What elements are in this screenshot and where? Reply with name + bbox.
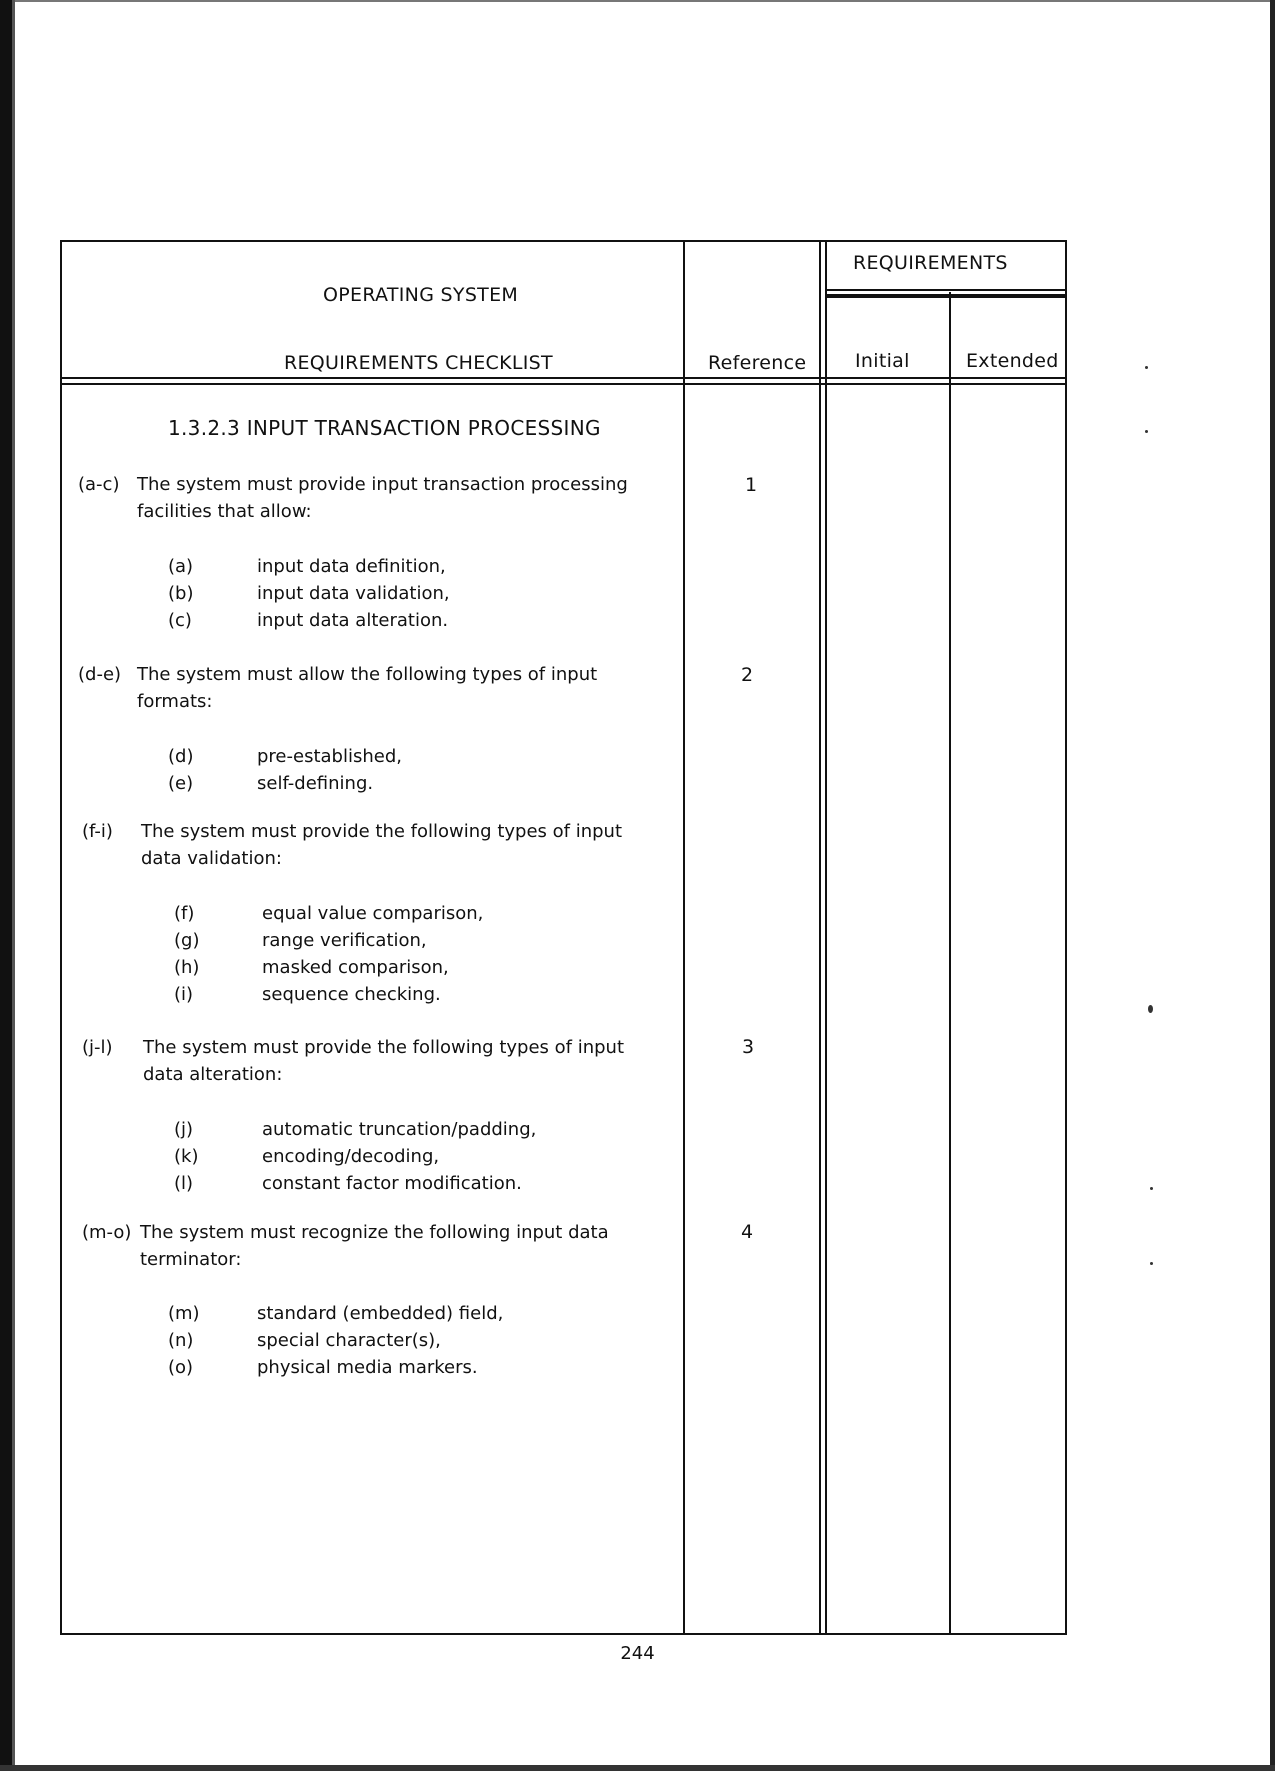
group-statement-line1: The system must provide the following types of input — [141, 821, 622, 842]
initial-column-header: Initial — [855, 350, 910, 372]
group-tag: (f-i) — [82, 821, 113, 842]
reference-column-header: Reference — [708, 352, 807, 374]
item-text: physical media markers. — [257, 1357, 478, 1378]
item-text: input data definition, — [257, 556, 446, 577]
item-label: (n) — [168, 1330, 194, 1351]
item-text: input data alteration. — [257, 610, 449, 631]
item-text: self-defining. — [257, 773, 374, 794]
item-label: (g) — [174, 930, 200, 951]
group-statement-line2: terminator: — [140, 1249, 242, 1270]
group-tag: (m-o) — [82, 1222, 132, 1243]
item-label: (k) — [174, 1146, 199, 1167]
item-text: masked comparison, — [262, 957, 449, 978]
scan-edge-top — [0, 0, 1275, 2]
item-label: (h) — [174, 957, 200, 978]
reference-number: 2 — [741, 664, 754, 686]
group-statement-line1: The system must allow the following types of input — [137, 664, 598, 685]
item-text: sequence checking. — [262, 984, 441, 1005]
group-statement-line1: The system must recognize the following input data — [140, 1222, 609, 1243]
scan-speck — [1150, 1187, 1153, 1190]
column-divider-extended — [949, 292, 951, 1635]
column-divider-requirements-a — [819, 240, 821, 1635]
item-label: (b) — [168, 583, 194, 604]
reference-number: 3 — [742, 1036, 755, 1058]
checklist-table-frame — [60, 240, 1067, 1635]
scan-speck — [1145, 366, 1148, 369]
header-rule-a — [60, 377, 1067, 379]
item-text: equal value comparison, — [262, 903, 484, 924]
requirements-subheader-rule-a — [825, 289, 1067, 291]
extended-column-header: Extended — [966, 350, 1059, 372]
group-statement-line1: The system must provide the following types of input — [143, 1037, 624, 1058]
column-divider-requirements-b — [825, 240, 827, 1635]
scan-speck — [1150, 1262, 1153, 1265]
scan-edge-left-shadow — [12, 0, 15, 1771]
group-statement-line2: formats: — [137, 691, 213, 712]
reference-number: 1 — [745, 474, 758, 496]
section-title: 1.3.2.3 INPUT TRANSACTION PROCESSING — [168, 416, 601, 440]
item-label: (o) — [168, 1357, 194, 1378]
item-label: (j) — [174, 1119, 194, 1140]
item-label: (d) — [168, 746, 194, 767]
scan-speck — [1148, 1005, 1153, 1013]
group-tag: (j-l) — [82, 1037, 113, 1058]
header-rule-b — [60, 383, 1067, 385]
table-title-line1: OPERATING SYSTEM — [323, 284, 519, 306]
item-label: (c) — [168, 610, 192, 631]
requirements-subheader-rule-b — [825, 294, 1067, 298]
table-title-line2: REQUIREMENTS CHECKLIST — [284, 352, 553, 374]
item-label: (a) — [168, 556, 194, 577]
item-label: (f) — [174, 903, 195, 924]
group-statement-line1: The system must provide input transaction processing — [137, 474, 628, 495]
item-label: (m) — [168, 1303, 200, 1324]
page-number: 244 — [620, 1643, 655, 1664]
scan-edge-bottom — [0, 1765, 1275, 1771]
item-text: pre-established, — [257, 746, 402, 767]
item-text: special character(s), — [257, 1330, 441, 1351]
item-label: (i) — [174, 984, 194, 1005]
group-statement-line2: facilities that allow: — [137, 501, 312, 522]
item-label: (e) — [168, 773, 194, 794]
item-text: encoding/decoding, — [262, 1146, 440, 1167]
scan-edge-right — [1270, 0, 1275, 1771]
item-text: input data validation, — [257, 583, 450, 604]
group-tag: (a-c) — [78, 474, 120, 495]
item-text: range verification, — [262, 930, 427, 951]
item-text: standard (embedded) field, — [257, 1303, 504, 1324]
group-tag: (d-e) — [78, 664, 122, 685]
item-label: (l) — [174, 1173, 194, 1194]
requirements-column-header: REQUIREMENTS — [853, 252, 1008, 274]
item-text: constant factor modification. — [262, 1173, 522, 1194]
scan-edge-left — [0, 0, 12, 1771]
column-divider-reference — [683, 240, 685, 1635]
item-text: automatic truncation/padding, — [262, 1119, 537, 1140]
group-statement-line2: data validation: — [141, 848, 282, 869]
reference-number: 4 — [741, 1221, 754, 1243]
group-statement-line2: data alteration: — [143, 1064, 283, 1085]
scan-speck — [1145, 430, 1148, 433]
